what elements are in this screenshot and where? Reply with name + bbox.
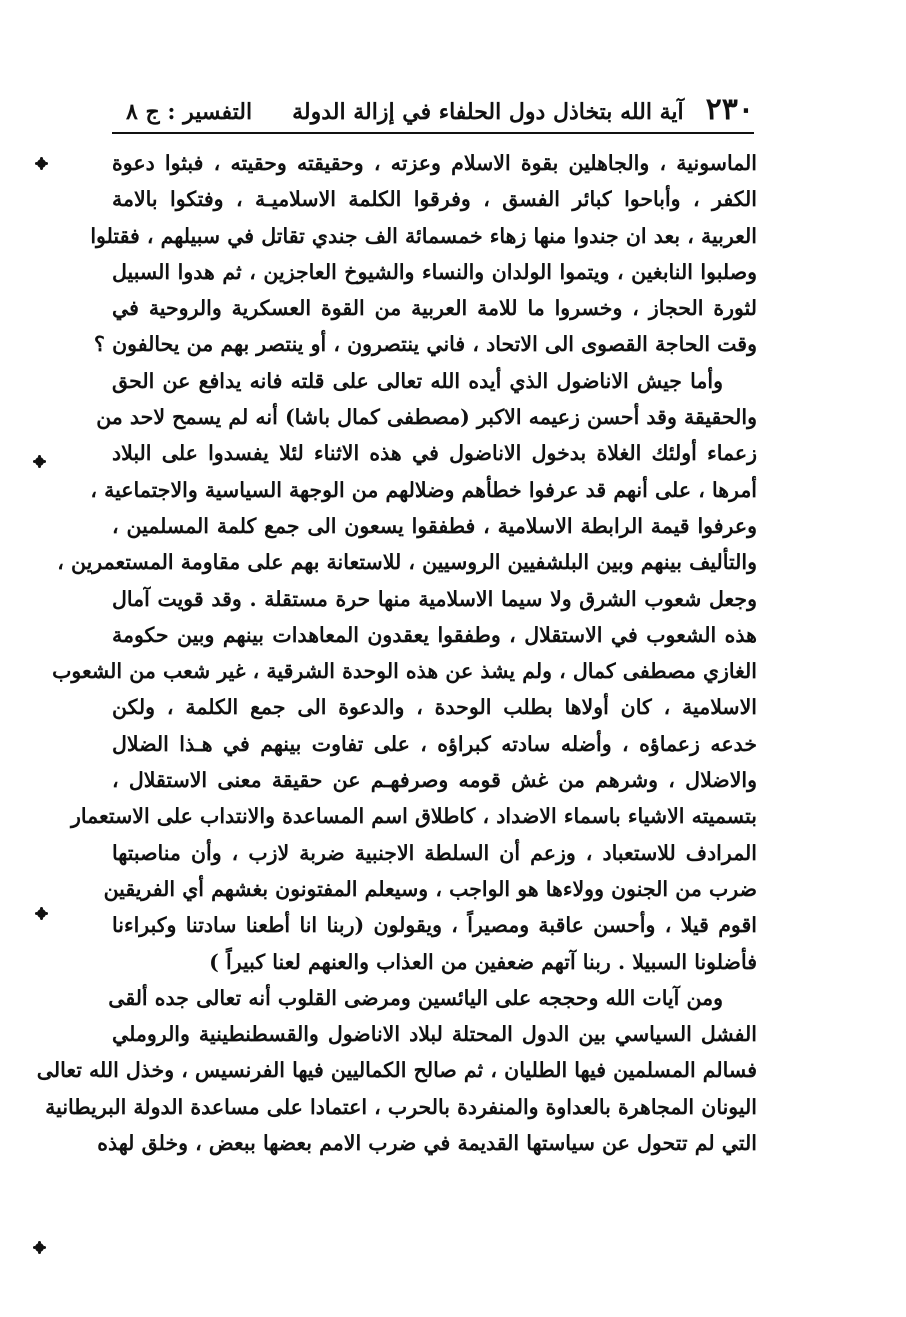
body-text [36,145,757,1161]
margin-mark-icon [32,1240,46,1254]
text-line: التي لم تتحول عن سياستها القديمة في ضرب الامم بعضها ببعض ، وخلق لهذه [97,1131,757,1156]
text-line: زعماء أولئك الغلاة بدخول الاناضول في هذه الاثناء لئلا يفسدوا على البلاد [112,441,757,466]
text-line: الفشل السياسي بين الدول المحتلة لبلاد الاناضول والقسطنطينية والروملي [112,1022,757,1047]
text-line: ضرب من الجنون وولاءها هو الواجب ، وسيعلم المفتونون بغشهم أي الفريقين [103,876,757,901]
text-line: والتأليف بينهم وبين البلشفيين الروسيين ، للاستعانة بهم على مقاومة المستعمرين ، [57,550,757,575]
text-line: الاسلامية ، كان أولاها بطلب الوحدة ، والدعوة الى جمع الكلمة ، ولكن [112,695,757,720]
text-line: الغازي مصطفى كمال ، ولم يشذ عن هذه الوحدة الشرقية ، غير شعب من الشعوب [52,659,757,684]
book-reference: التفسير : ج ٨ [125,99,253,125]
text-line: وأما جيش الاناضول الذي أيده الله تعالى على قلته فانه يدافع عن الحق [112,368,723,393]
text-line: اليونان المجاهرة بالعداوة والمنفردة بالحرب ، اعتمادا على مساعدة الدولة البريطانية [45,1094,757,1119]
text-line: هذه الشعوب في الاستقلال ، وطفقوا يعقدون المعاهدات بينهم وبين حكومة [112,622,757,647]
text-line: وصلبوا النابغين ، ويتموا الولدان والنساء والشيوخ العاجزين ، ثم هدوا السبيل [112,259,757,284]
text-line: خدعه زعماؤه ، وأضله سادته كبراؤه ، على تفاوت بينهم في هـذا الضلال [112,731,757,756]
margin-mark-icon [34,156,48,170]
page-header [112,92,754,134]
text-line: فأضلونا السبيلا . ربنا آتهم ضعفين من العذاب والعنهم لعنا كبيراً ) [209,949,757,974]
running-title: آية الله بتخاذل دول الحلفاء في إزالة الدولة [292,99,684,125]
text-line: والاضلال ، وشرهم من غش قومه وصرفهـم عن حقيقة معنى الاستقلال ، [112,768,757,793]
text-line: الكفر ، وأباحوا كبائر الفسق ، وفرقوا الكلمة الاسلاميـة ، وفتكوا بالامة [112,187,757,212]
text-line: وعرفوا قيمة الرابطة الاسلامية ، فطفقوا يسعون الى جمع كلمة المسلمين ، [112,513,757,538]
page-number: ٢٣٠ [705,92,754,127]
text-line: لثورة الحجاز ، وخسروا ما للامة العربية من القوة العسكرية والروحية في [112,296,757,321]
text-line: وجعل شعوب الشرق ولا سيما الاسلامية منها حرة مستقلة . وقد قويت آمال [112,586,757,611]
margin-mark-icon [34,906,48,920]
text-line: العربية ، بعد ان جندوا منها زهاء خمسمائة الف جندي تقاتل في سبيلهم ، فقتلوا [90,223,757,248]
text-line: والحقيقة وقد أحسن زعيمه الاكبر (مصطفى كمال باشا) أنه لم يسمح لاحد من [96,405,757,430]
margin-mark-icon [32,454,46,468]
text-line: أمرها ، على أنهم قد عرفوا خطأهم وضلالهم من الوجهة السياسية والاجتماعية ، [90,477,757,502]
text-line: وقت الحاجة القصوى الى الاتحاد ، فاني ينتصرون ، أو ينتصر بهم من يحالفون ؟ [94,332,757,357]
text-line: اقوم قيلا ، وأحسن عاقبة ومصيراً ، ويقولون (ربنا انا أطعنا سادتنا وكبراءنا [112,913,757,938]
text-line: المرادف للاستعباد ، وزعم أن السلطة الاجنبية ضربة لازب ، وأن مناصبتها [112,840,757,865]
text-line: فسالم المسلمين فيها الطليان ، ثم صالح الكماليين فيها الفرنسيس ، وخذل الله تعالى [36,1058,757,1083]
text-line: ومن آيات الله وحججه على اليائسين ومرضى القلوب أنه تعالى جده ألقى [108,985,723,1010]
text-line: الماسونية ، والجاهلين بقوة الاسلام وعزته ، وحقيقته وحقيته ، فبثوا دعوة [112,151,757,175]
text-line: بتسميته الاشياء باسماء الاضداد ، كاطلاق اسم المساعدة والانتداب على الاستعمار [71,804,757,829]
